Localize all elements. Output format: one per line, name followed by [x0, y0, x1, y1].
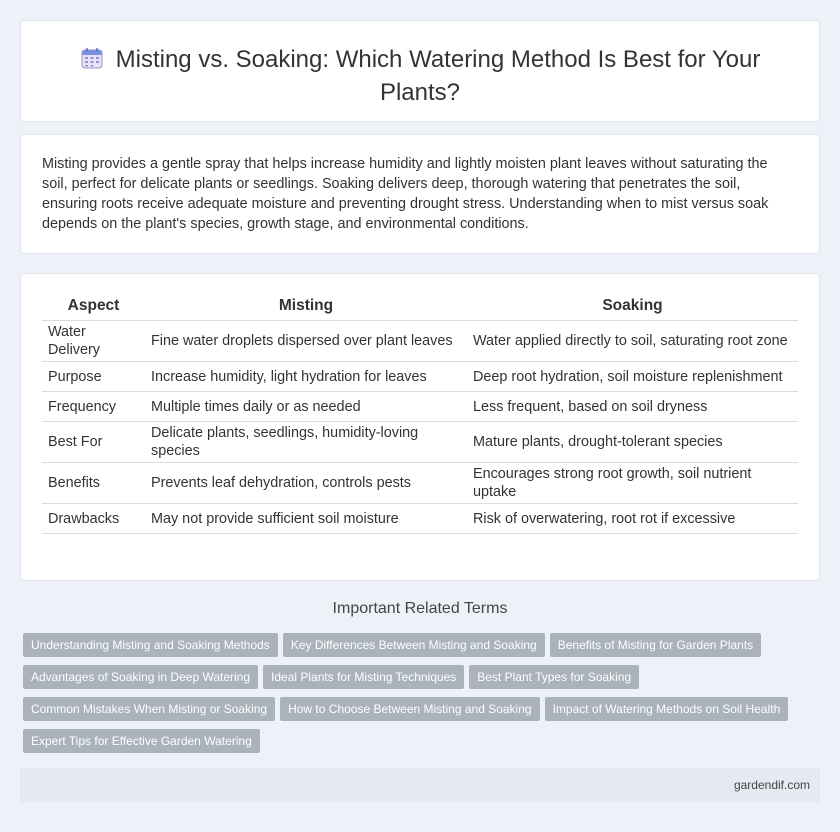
page-title	[61, 45, 779, 108]
soaking-cell: Water applied directly to soil, saturating root zone	[467, 321, 798, 362]
header-misting: Misting	[145, 292, 467, 321]
aspect-cell: Best For	[42, 422, 145, 463]
related-terms-list	[23, 633, 813, 761]
aspect-cell: Frequency	[42, 392, 145, 422]
page-title-text: Misting vs. Soaking: Which Watering Method Is Best for Your Plants?	[115, 46, 761, 106]
comparison-table	[42, 292, 798, 534]
soaking-cell: Risk of overwatering, root rot if excessive	[467, 504, 798, 534]
table-header-row	[42, 292, 798, 321]
related-term-tag[interactable]: Best Plant Types for Soaking	[469, 665, 639, 689]
intro-card	[20, 134, 820, 254]
misting-cell: May not provide sufficient soil moisture	[145, 504, 467, 534]
related-term-tag[interactable]: Expert Tips for Effective Garden Watering	[23, 729, 260, 753]
site-name[interactable]: gardendif.com	[733, 778, 810, 792]
title-card	[20, 20, 820, 122]
related-term-tag[interactable]: Understanding Misting and Soaking Methods	[23, 633, 278, 657]
aspect-cell: Water Delivery	[42, 321, 145, 362]
misting-cell: Delicate plants, seedlings, humidity-loving species	[145, 422, 467, 463]
table-row	[42, 463, 798, 504]
aspect-cell: Drawbacks	[42, 504, 145, 534]
related-term-tag[interactable]: Key Differences Between Misting and Soaking	[283, 633, 545, 657]
header-soaking: Soaking	[467, 292, 798, 321]
misting-cell: Multiple times daily or as needed	[145, 392, 467, 422]
comparison-card	[20, 273, 820, 581]
misting-cell: Prevents leaf dehydration, controls pests	[145, 463, 467, 504]
soaking-cell: Less frequent, based on soil dryness	[467, 392, 798, 422]
aspect-cell: Benefits	[42, 463, 145, 504]
table-row	[42, 321, 798, 362]
soaking-cell: Mature plants, drought-tolerant species	[467, 422, 798, 463]
footer	[20, 768, 820, 802]
misting-cell: Fine water droplets dispersed over plant leaves	[145, 321, 467, 362]
table-row	[42, 504, 798, 534]
soaking-cell: Deep root hydration, soil moisture replenishment	[467, 362, 798, 392]
aspect-cell: Purpose	[42, 362, 145, 392]
related-term-tag[interactable]: How to Choose Between Misting and Soaking	[280, 697, 539, 721]
related-term-tag[interactable]: Impact of Watering Methods on Soil Health	[545, 697, 789, 721]
misting-cell: Increase humidity, light hydration for leaves	[145, 362, 467, 392]
header-aspect: Aspect	[42, 292, 145, 321]
table-row	[42, 362, 798, 392]
table-row	[42, 422, 798, 463]
related-term-tag[interactable]: Ideal Plants for Misting Techniques	[263, 665, 464, 689]
intro-paragraph: Misting provides a gentle spray that helps increase humidity and lightly moisten plant leaves without saturating the soil, perfect for delicate plants or seedlings. Soaking delivers deep, thorough watering that penetrates the soil, ensuring roots receive adequate moisture and preventing drought stress. Understanding when to mist versus soak depends on the plant's species, growth stage, and environmental conditions.	[42, 156, 769, 232]
soaking-cell: Encourages strong root growth, soil nutrient uptake	[467, 463, 798, 504]
related-term-tag[interactable]: Advantages of Soaking in Deep Watering	[23, 665, 258, 689]
related-terms-heading: Important Related Terms	[332, 600, 508, 617]
related-term-tag[interactable]: Benefits of Misting for Garden Plants	[550, 633, 761, 657]
table-row	[42, 392, 798, 422]
related-term-tag[interactable]: Common Mistakes When Misting or Soaking	[23, 697, 275, 721]
calendar-icon	[80, 46, 104, 78]
